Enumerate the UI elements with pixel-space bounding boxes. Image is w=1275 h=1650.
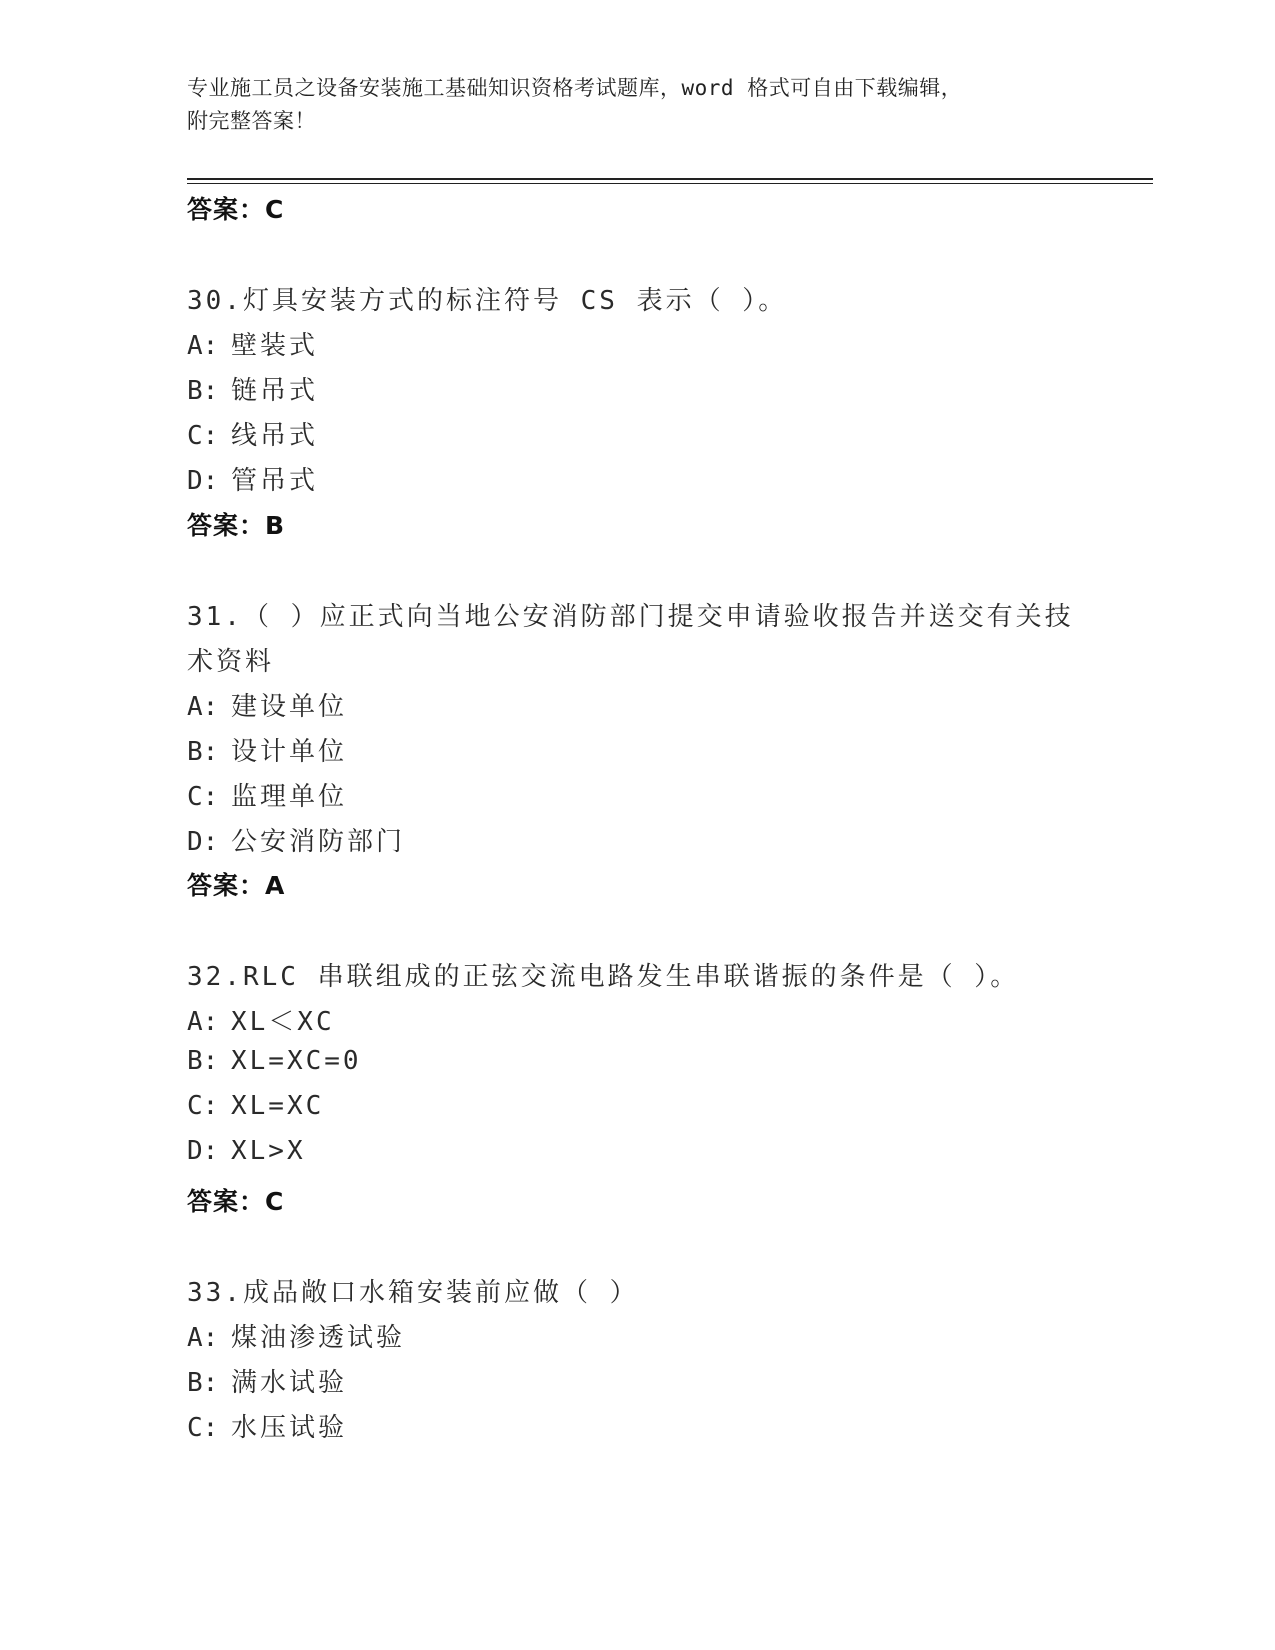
question-31-stem-line-2: 术资料 — [187, 647, 275, 677]
question-30-stem: 30.灯具安装方式的标注符号 CS 表示（ ）。 — [187, 286, 788, 316]
option-key: B: — [187, 376, 219, 406]
option-key: C: — [187, 421, 219, 451]
question-32-option-b — [187, 1046, 362, 1076]
option-text: 线吊式 — [231, 421, 319, 451]
question-30-answer: 答案：B — [187, 511, 286, 540]
question-32-option-a — [187, 1001, 335, 1038]
header-line-1: 专业施工员之设备安装施工基础知识资格考试题库，word 格式可自由下载编辑， — [187, 76, 963, 100]
option-text: 监理单位 — [231, 782, 348, 812]
option-key: D: — [187, 466, 219, 496]
option-text: 建设单位 — [231, 692, 348, 722]
question-33-option-a — [187, 1317, 405, 1354]
question-32-stem: 32.RLC 串联组成的正弦交流电路发生串联谐振的条件是（ ）。 — [187, 962, 1020, 992]
option-text: 水压试验 — [231, 1413, 348, 1443]
option-text: XL=XC=0 — [231, 1046, 362, 1076]
question-32-option-d — [187, 1136, 306, 1166]
option-key: A: — [187, 1323, 219, 1353]
question-32-option-c — [187, 1091, 324, 1121]
option-key: A: — [187, 1007, 219, 1037]
previous-answer: 答案：C — [187, 195, 285, 224]
option-text: 链吊式 — [231, 376, 319, 406]
option-text: 煤油渗透试验 — [231, 1323, 406, 1353]
option-key: C: — [187, 1091, 219, 1121]
option-key: B: — [187, 737, 219, 767]
question-33-stem: 33.成品敞口水箱安装前应做（ ） — [187, 1278, 639, 1308]
option-key: C: — [187, 782, 219, 812]
option-key: C: — [187, 1413, 219, 1443]
question-30-option-a — [187, 325, 318, 362]
option-text: 设计单位 — [231, 737, 348, 767]
header-divider-thick — [187, 178, 1153, 180]
question-30-option-c — [187, 415, 318, 452]
option-text: XL＜XC — [231, 1007, 335, 1037]
option-text: 管吊式 — [231, 466, 319, 496]
option-text: XL>X — [231, 1136, 306, 1166]
option-key: D: — [187, 1136, 219, 1166]
option-key: B: — [187, 1368, 219, 1398]
question-31-answer: 答案：A — [187, 871, 286, 900]
option-text: 壁装式 — [231, 331, 319, 361]
question-31-option-b — [187, 731, 347, 768]
option-key: A: — [187, 692, 219, 722]
question-31-option-d — [187, 821, 405, 858]
question-33-option-b — [187, 1362, 347, 1399]
question-30-option-d — [187, 460, 318, 497]
option-text: 公安消防部门 — [231, 827, 406, 857]
option-key: B: — [187, 1046, 219, 1076]
option-key: A: — [187, 331, 219, 361]
question-33-option-c — [187, 1407, 347, 1444]
option-key: D: — [187, 827, 219, 857]
option-text: 满水试验 — [231, 1368, 348, 1398]
question-31-option-c — [187, 776, 347, 813]
question-32-answer: 答案：C — [187, 1187, 285, 1216]
question-31-stem-line-1: 31.（ ）应正式向当地公安消防部门提交申请验收报告并送交有关技 — [187, 602, 1074, 632]
header-divider-thin — [187, 183, 1153, 184]
option-text: XL=XC — [231, 1091, 325, 1121]
question-31-option-a — [187, 686, 347, 723]
document-header — [187, 72, 1067, 138]
question-30-option-b — [187, 370, 318, 407]
header-line-2: 附完整答案！ — [187, 109, 316, 133]
